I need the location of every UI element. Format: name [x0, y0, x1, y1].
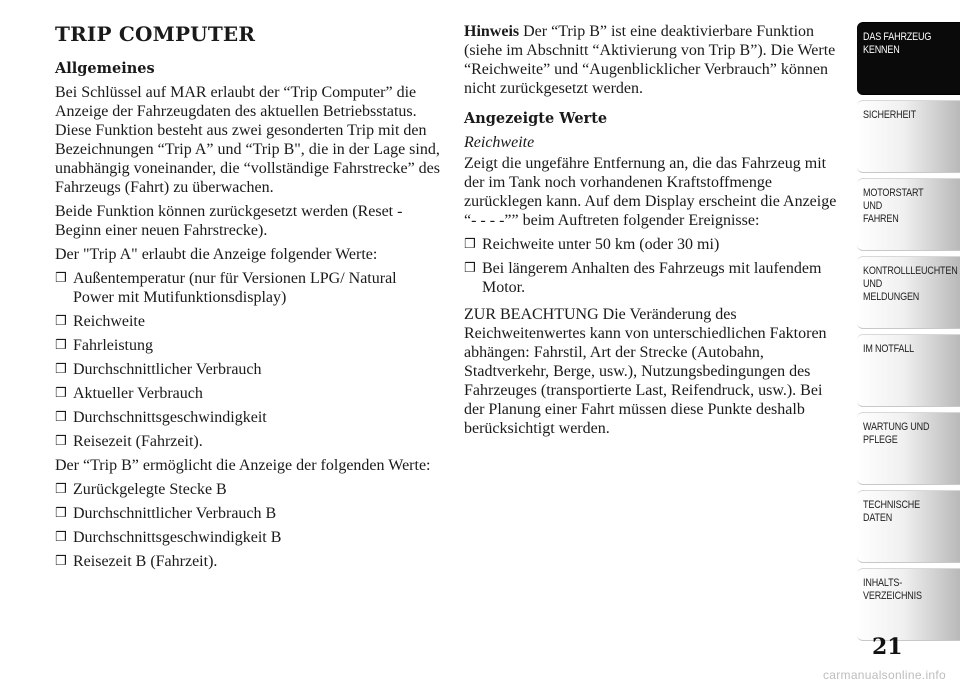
- list-item: [55, 552, 440, 571]
- list-item-text: Reichweite unter 50 km (oder 30 mi): [482, 236, 720, 253]
- list-item-text: Zurückgelegte Stecke B: [73, 481, 227, 498]
- checkbox-bullet-icon: ❒: [55, 434, 67, 449]
- list-item: [464, 235, 840, 254]
- trip-b-list: [55, 480, 440, 571]
- list-item: [55, 360, 440, 379]
- checkbox-bullet-icon: ❒: [55, 554, 67, 569]
- sidebar-tab-0[interactable]: [857, 22, 960, 95]
- sidebar-tab-label: WARTUNG UND PFLEGE: [863, 421, 930, 446]
- paragraph-intro: Bei Schlüssel auf MAR erlaubt der “Trip Computer” die Anzeige der Fahrzeugdaten des aktuellen Betriebsstatus. Diese Funktion besteht aus zwei gesonderten Trip mit den Bezeichnungen “Trip A” und “Trip B", die in der Lage sind, unabhängig voneinander, die “vollständige Fahrstrecke” des Fahrzeugs (Fahrt) zu überwachen.: [55, 84, 441, 196]
- checkbox-bullet-icon: ❒: [464, 261, 476, 276]
- list-item-text: Reisezeit (Fahrzeit).: [73, 433, 203, 450]
- checkbox-bullet-icon: ❒: [55, 314, 67, 329]
- list-item: [55, 408, 440, 427]
- sidebar-tab-label: IM NOTFALL: [863, 343, 914, 355]
- list-item-text: Reichweite: [73, 313, 145, 330]
- sidebar-tab-label: TECHNISCHE DATEN: [863, 499, 921, 524]
- checkbox-bullet-icon: ❒: [55, 530, 67, 545]
- list-item-text: Aktueller Verbrauch: [73, 385, 203, 402]
- sidebar-tab-5[interactable]: [857, 412, 960, 485]
- list-item: [55, 269, 440, 307]
- sidebar-tab-label: DAS FAHRZEUG KENNEN: [863, 31, 932, 56]
- paragraph-range: Zeigt die ungefähre Entfernung an, die das Fahrzeug mit der im Tank noch vorhandenen Kraftstoffmenge zurücklegen kann. Auf dem Display erscheint die Anzeige “- - - -”” beim Auftreten folgender Ereignisse:: [464, 155, 837, 229]
- paragraph-reset: Beide Funktion können zurückgesetzt werden (Reset - Beginn einer neuen Fahrstrecke).: [55, 203, 403, 239]
- paragraph-trip-a: Der "Trip A" erlaubt die Anzeige folgender Werte:: [55, 246, 378, 263]
- section-heading-general: Allgemeines: [55, 60, 155, 77]
- list-item: [55, 528, 440, 547]
- list-item-text: Durchschnittsgeschwindigkeit B: [73, 529, 282, 546]
- checkbox-bullet-icon: ❒: [55, 410, 67, 425]
- note-text: Der “Trip B” ist eine deaktivierbare Funktion (siehe im Abschnitt “Aktivierung von Trip B”). Die Werte “Reichweite” und “Augenblicklicher Verbrauch” können nicht zurückgesetzt werden.: [464, 23, 836, 97]
- note-paragraph: [464, 22, 840, 98]
- range-list: [464, 235, 840, 297]
- checkbox-bullet-icon: ❒: [55, 362, 67, 377]
- list-item-text: Durchschnittlicher Verbrauch: [73, 361, 262, 378]
- paragraph-trip-b: Der “Trip B” ermöglicht die Anzeige der folgenden Werte:: [55, 457, 431, 474]
- checkbox-bullet-icon: ❒: [55, 386, 67, 401]
- trip-a-list: [55, 269, 440, 451]
- sidebar-tab-7[interactable]: [857, 568, 960, 641]
- sidebar-tab-label: KONTROLLLEUCHTEN UND MELDUNGEN: [863, 265, 958, 303]
- list-item: [464, 259, 840, 297]
- page-title: TRIP COMPUTER: [55, 22, 256, 46]
- note-label: Hinweis: [464, 23, 520, 40]
- left-column: [55, 22, 440, 576]
- list-item-text: Fahrleistung: [73, 337, 153, 354]
- chapter-sidebar: [857, 22, 960, 646]
- list-item: [55, 504, 440, 523]
- sidebar-tab-label: SICHERHEIT: [863, 109, 916, 121]
- list-item-text: Reisezeit B (Fahrzeit).: [73, 553, 218, 570]
- section-heading-values: Angezeigte Werte: [464, 110, 608, 127]
- list-item: [55, 312, 440, 331]
- sidebar-tab-4[interactable]: [857, 334, 960, 407]
- sidebar-tab-6[interactable]: [857, 490, 960, 563]
- sidebar-tab-3[interactable]: [857, 256, 960, 329]
- list-item-text: Bei längerem Anhalten des Fahrzeugs mit laufendem Motor.: [482, 260, 822, 296]
- list-item: [55, 432, 440, 451]
- caution-paragraph: ZUR BEACHTUNG Die Veränderung des Reichweitenwertes kann von unterschiedlichen Faktoren abhängen: Fahrstil, Art der Strecke (Autobahn, Stadtverkehr, Berge, usw.), Nutzungsbedingungen des Fahrzeuges (transportierte Last, Reifendruck, usw.). Bei der Planung einer Fahrt müssen diese Punkte deshalb berücksichtigt werden.: [464, 306, 827, 437]
- checkbox-bullet-icon: ❒: [55, 506, 67, 521]
- page-number: 21: [872, 634, 903, 660]
- list-item: [55, 480, 440, 499]
- sidebar-tab-label: INHALTS- VERZEICHNIS: [863, 577, 922, 602]
- checkbox-bullet-icon: ❒: [55, 271, 67, 286]
- list-item-text: Außentemperatur (nur für Versionen LPG/ Natural Power mit Mutifunktionsdisplay): [73, 270, 397, 306]
- checkbox-bullet-icon: ❒: [55, 338, 67, 353]
- list-item-text: Durchschnittlicher Verbrauch B: [73, 505, 277, 522]
- checkbox-bullet-icon: ❒: [55, 482, 67, 497]
- watermark: carmanualsonline.info: [822, 668, 946, 682]
- list-item: [55, 384, 440, 403]
- sidebar-tab-2[interactable]: [857, 178, 960, 251]
- sidebar-tab-label: MOTORSTART UND FAHREN: [863, 187, 924, 225]
- subsection-heading-range: Reichweite: [464, 134, 535, 151]
- right-column: [464, 22, 840, 443]
- sidebar-tab-1[interactable]: [857, 100, 960, 173]
- list-item: [55, 336, 440, 355]
- checkbox-bullet-icon: ❒: [464, 237, 476, 252]
- list-item-text: Durchschnittsgeschwindigkeit: [73, 409, 267, 426]
